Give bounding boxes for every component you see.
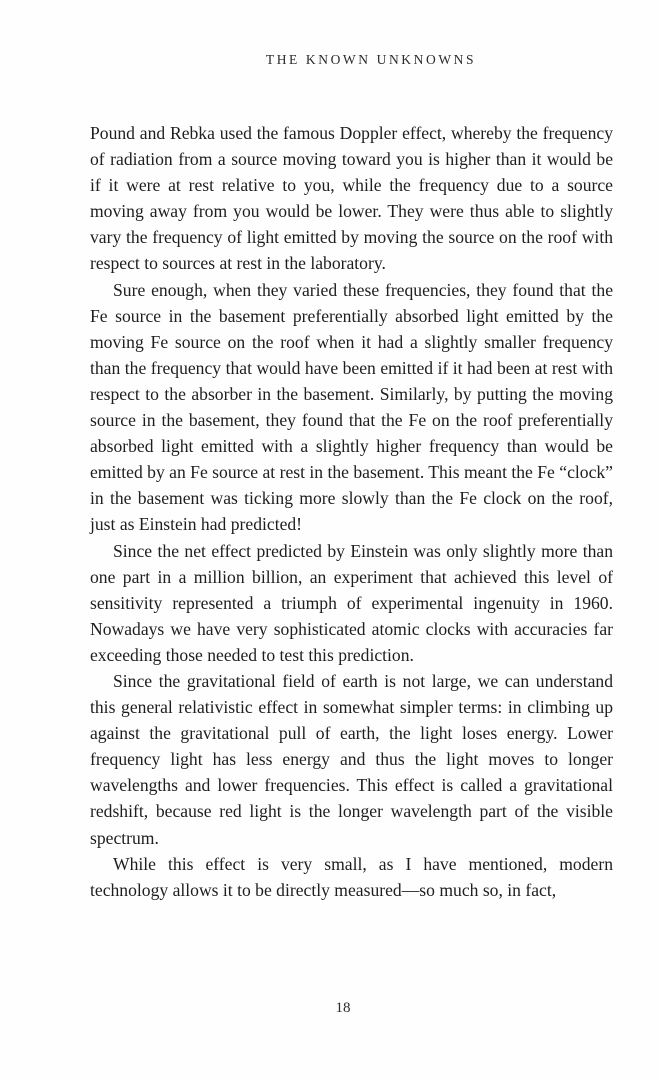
paragraph: Since the net effect predicted by Einstein was only slightly more than one part in a million billion, an experiment that achieved this level of sensitivity represented a triumph of experimental ingenuity in 1960. Nowadays we have very sophisticated atomic clocks with accuracies far exceeding those needed to test this prediction.: [90, 540, 613, 665]
paragraph: While this effect is very small, as I have mentioned, modern technology allows it to be directly measured—so much so, in fact,: [90, 853, 613, 900]
page-number: 18: [335, 1000, 351, 1016]
body-text: [90, 120, 613, 903]
paragraph: Pound and Rebka used the famous Doppler effect, whereby the frequency of radiation from a source moving toward you is higher than it would be if it were at rest relative to you, while the frequency due to a source moving away from you would be lower. They were thus able to slightly vary the frequency of light emitted by moving the source on the roof with respect to sources at rest in the laboratory.: [90, 123, 613, 274]
running-head: THE KNOWN UNKNOWNS: [265, 52, 477, 67]
paragraph: Sure enough, when they varied these frequencies, they found that the Fe source in the basement preferentially absorbed light emitted by the moving Fe source on the roof when it had a slightly smaller frequency than the frequency that would have been emitted if it had been at rest with respect to the absorber in the basement. Similarly, by putting the moving source in the basement, they found that the Fe on the roof preferentially absorbed light emitted with a slightly higher frequency than would be emitted by an Fe source at rest in the basement. This meant the Fe “clock” in the basement was ticking more slowly than the Fe clock on the roof, just as Einstein had predicted!: [90, 279, 613, 535]
paragraph: Since the gravitational field of earth is not large, we can understand this general relativistic effect in somewhat simpler terms: in climbing up against the gravitational pull of earth, the light loses energy. Lower frequency light has less energy and thus the light moves to longer wavelengths and lower frequencies. This effect is called a gravitational redshift, because red light is the longer wavelength part of the visible spectrum.: [90, 670, 613, 848]
